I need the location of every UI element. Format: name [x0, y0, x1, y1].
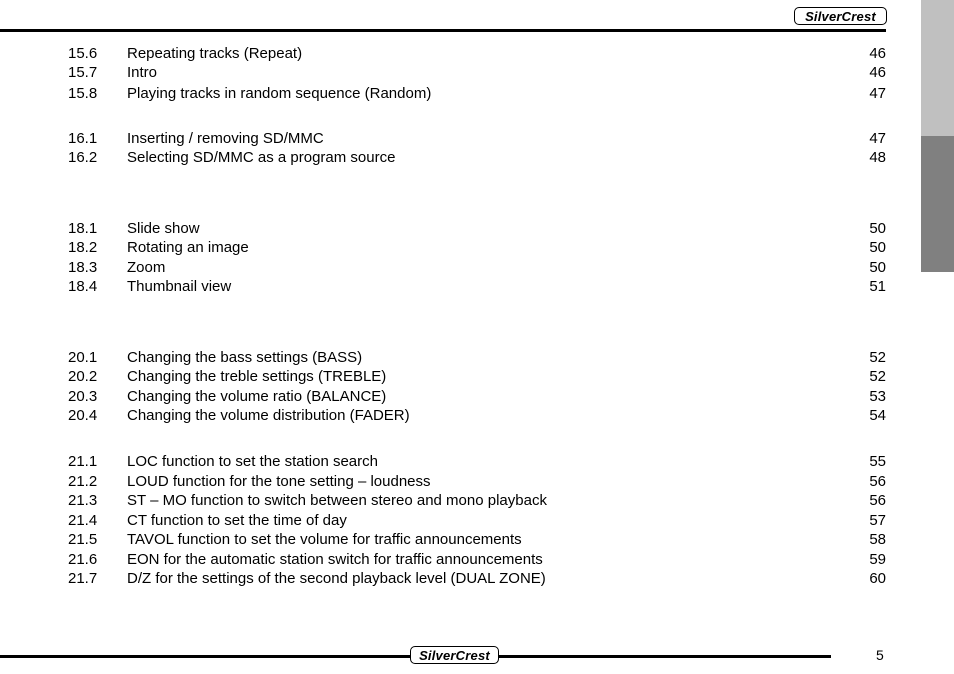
toc-entry-page: 46	[869, 45, 886, 62]
toc-entry-title: Changing the volume distribution (FADER)	[127, 407, 410, 424]
toc-entry-title: Changing the bass settings (BASS)	[127, 349, 363, 366]
toc-entry	[0, 387, 954, 407]
toc-entry	[0, 129, 954, 149]
toc-entry-title: LOUD function for the tone setting – loudness	[127, 473, 431, 490]
toc-entry-page: 54	[869, 407, 886, 424]
silvercrest-logo-bottom: SilverCrest	[410, 646, 499, 664]
toc-entry-number: 18.3	[68, 259, 98, 276]
toc-entry-page: 46	[869, 64, 886, 81]
toc-entry-page: 47	[869, 130, 886, 147]
toc-entry-number: 18.2	[68, 239, 98, 256]
silvercrest-logo-top: SilverCrest	[794, 7, 887, 25]
toc-entry-number: 18.4	[68, 278, 98, 295]
toc-entry-number: 15.8	[68, 85, 98, 102]
toc-entry-title: D/Z for the settings of the second playback level (DUAL ZONE)	[127, 570, 546, 587]
toc-entry-page: 57	[869, 512, 886, 529]
toc-entry	[0, 348, 954, 368]
toc-entry-number: 21.2	[68, 473, 98, 490]
toc-entry	[0, 569, 954, 589]
toc-entry-title: Intro	[127, 64, 158, 81]
toc-entry-number: 21.6	[68, 551, 98, 568]
toc-entry	[0, 406, 954, 426]
toc-entry-title: Selecting SD/MMC as a program source	[127, 149, 396, 166]
toc-entry	[0, 550, 954, 570]
toc-entry-number: 20.1	[68, 349, 98, 366]
toc-entry-page: 50	[869, 239, 886, 256]
toc-entry-number: 20.3	[68, 388, 98, 405]
toc-entry	[0, 472, 954, 492]
toc-entry-title: Thumbnail view	[127, 278, 232, 295]
toc-entry-page: 50	[869, 220, 886, 237]
toc-entry	[0, 219, 954, 239]
toc-entry	[0, 277, 954, 297]
toc-entry	[0, 44, 954, 64]
toc-entry-page: 56	[869, 492, 886, 509]
toc-entry-title: Rotating an image	[127, 239, 249, 256]
toc-entry-page: 47	[869, 85, 886, 102]
toc-entry-page: 52	[869, 368, 886, 385]
toc-entry-number: 20.4	[68, 407, 98, 424]
toc-entry-number: 15.7	[68, 64, 98, 81]
toc-entry-number: 21.7	[68, 570, 98, 587]
toc-entry-number: 21.4	[68, 512, 98, 529]
toc-entry-title: Repeating tracks (Repeat)	[127, 45, 303, 62]
toc-entry-title: Playing tracks in random sequence (Random)	[127, 85, 432, 102]
toc-entry-number: 18.1	[68, 220, 98, 237]
toc-entry-title: Zoom	[127, 259, 166, 276]
toc-entry-page: 50	[869, 259, 886, 276]
toc-entry-page: 53	[869, 388, 886, 405]
toc-entry-number: 21.5	[68, 531, 98, 548]
toc-entry-title: ST – MO function to switch between stereo and mono playback	[127, 492, 547, 509]
toc-entry	[0, 452, 954, 472]
toc-entry-title: Slide show	[127, 220, 200, 237]
toc-entry-number: 20.2	[68, 368, 98, 385]
toc-entry-number: 15.6	[68, 45, 98, 62]
toc-entry-page: 51	[869, 278, 886, 295]
toc-entry-title: CT function to set the time of day	[127, 512, 347, 529]
toc-entry	[0, 238, 954, 258]
toc-entry-page: 60	[869, 570, 886, 587]
toc-entry-page: 56	[869, 473, 886, 490]
toc-entry-number: 16.2	[68, 149, 98, 166]
toc-entry	[0, 511, 954, 531]
page-number: 5	[876, 647, 884, 663]
toc-entry	[0, 258, 954, 278]
toc-entry-title: Changing the treble settings (TREBLE)	[127, 368, 387, 385]
toc-entry-title: Inserting / removing SD/MMC	[127, 130, 324, 147]
toc-entry-page: 59	[869, 551, 886, 568]
toc-entry-page: 52	[869, 349, 886, 366]
toc-entry	[0, 148, 954, 168]
toc-entry	[0, 530, 954, 550]
toc-entry-page: 48	[869, 149, 886, 166]
toc-entry-title: LOC function to set the station search	[127, 453, 378, 470]
toc-entry-page: 55	[869, 453, 886, 470]
toc-entry	[0, 367, 954, 387]
toc-entry-number: 21.3	[68, 492, 98, 509]
toc-entry	[0, 491, 954, 511]
toc-entry-number: 21.1	[68, 453, 98, 470]
toc-entry-title: Changing the volume ratio (BALANCE)	[127, 388, 387, 405]
toc-entry-number: 16.1	[68, 130, 98, 147]
toc-entry	[0, 63, 954, 83]
toc-entry-title: TAVOL function to set the volume for traffic announcements	[127, 531, 522, 548]
toc-entry-title: EON for the automatic station switch for traffic announcements	[127, 551, 543, 568]
toc-entry-page: 58	[869, 531, 886, 548]
toc-entry	[0, 84, 954, 104]
